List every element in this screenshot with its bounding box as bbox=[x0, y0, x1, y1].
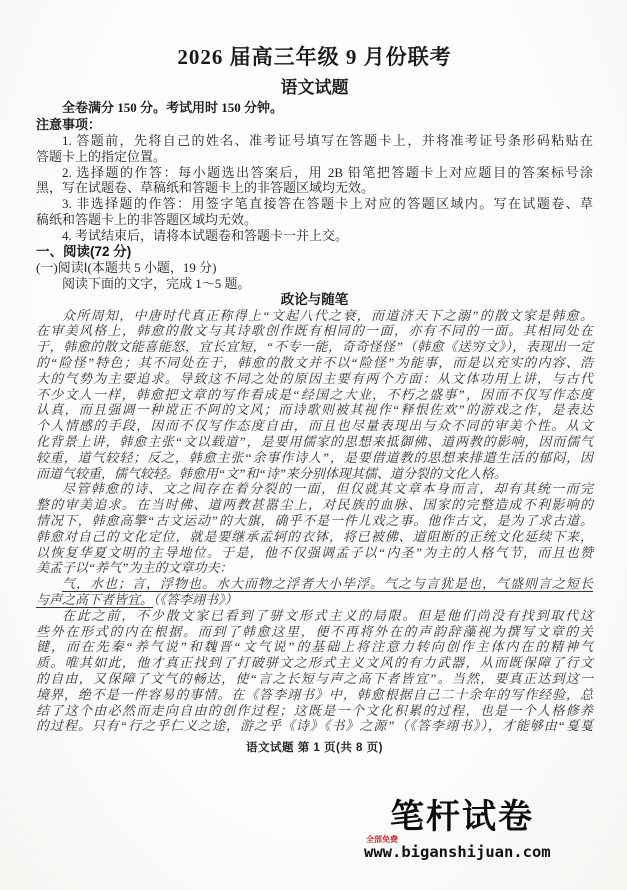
exam-subject: 语文试题 bbox=[280, 78, 349, 97]
text-line: 尽管韩愈的诗、文之间存在着分裂的一面，但仅就其文章本身而言，却有其统一而完 bbox=[62, 481, 593, 497]
text-line: 以恢复华夏文明的主导地位。于是，他不仅强调孟子以“内圣”为主的人格气节，而且也赞 bbox=[36, 544, 593, 560]
text-line: 的自由，又保障了文气的畅达，使“言之长短与声之高下者皆宜”。当然，要真正达到这一 bbox=[36, 670, 593, 686]
section-title-reading: 一、阅读(72 分) bbox=[36, 243, 132, 259]
text-line: 稿纸和答题卡上的非答题区域均无效。 bbox=[36, 211, 258, 227]
text-line: 认真，而且强调一种谠正不阿的文风；而诗歌则被其视作“释恨佐欢”的游戏之作，是表达 bbox=[36, 402, 593, 418]
notice-section bbox=[36, 116, 593, 244]
text-line: 2. 选择题的作答：每小题选出答案后，用 2B 铅笔把答题卡上对应题目的答案标号涂 bbox=[62, 164, 593, 180]
reading-passage bbox=[36, 308, 593, 735]
text-line: 大的气势为主要追求。导致这不同之处的原因主要有两个方面：从文体功用上讲，与古代 bbox=[36, 370, 593, 386]
text-line: 的“险怪”特色；其不同处在于，韩愈的散文并不以“险怪”为能事，而是以充实的内容、浩 bbox=[36, 354, 593, 370]
notice-item-2 bbox=[36, 165, 593, 197]
watermark bbox=[364, 798, 570, 870]
text-line: 于，韩愈的散文能喜能怒，宜长宜短，“不专一能，奇奇怪怪”（韩愈《送穷文》），表现出一定 bbox=[36, 339, 593, 355]
quote-line-2 bbox=[36, 592, 593, 608]
watermark-free-label: 全部免费 bbox=[366, 835, 398, 844]
text-line: 3. 非选择题的作答：用签字笔直接答在答题卡上对应的答题区域内。写在试题卷、草 bbox=[62, 196, 593, 212]
passage-paragraph-2 bbox=[36, 481, 593, 576]
notice-item-4 bbox=[36, 228, 593, 244]
passage-title: 政论与随笔 bbox=[280, 291, 349, 307]
text-line: 些外在形式的内在根据。而到了韩愈这里，便不再将外在的声韵辞藻视为撰写文章的关 bbox=[36, 623, 593, 639]
watermark-brand: 笔杆试卷 bbox=[390, 798, 534, 836]
text-line: 个人情感的手段，因而不仅写作态度自由，而且也尽量表现出与众不同的审美个性。从文 bbox=[36, 418, 593, 434]
notice-item-3 bbox=[36, 196, 593, 228]
text-line: 的过程。只有“行之乎仁义之途，游之乎《诗》《书》之源”（《答李翊书》），才能够由“戛戛 bbox=[36, 718, 593, 734]
text-line: 结了这个由必然而走向自由的创作过程；这既是一个文化积累的过程，也是一个人格修养 bbox=[36, 702, 593, 718]
text-line: 4. 考试结束后，请将本试题卷和答题卡一并上交。 bbox=[62, 227, 349, 243]
notice-item-1 bbox=[36, 133, 593, 165]
text-line: 键，而在先秦“养气说”和魏晋“文气说”的基础上将注意力转向创作主体内在的精神气 bbox=[36, 639, 593, 655]
quote-citation: （《答李翊书》） bbox=[153, 591, 238, 607]
text-line: 众所周知，中唐时代真正称得上“文起八代之衰，而道济天下之溺”的散文家是韩愈。 bbox=[62, 307, 593, 323]
watermark-url: www.biganshijuan.com bbox=[364, 843, 551, 861]
quote-line-1 bbox=[36, 576, 593, 592]
text-line: 韩愈对自己的文化定位，就是要继承孟轲的衣钵，将已被佛、道阻断的正统文化延续下来， bbox=[36, 528, 593, 544]
reading-instruction: 阅读下面的文字，完成 1～5 题。 bbox=[62, 275, 251, 291]
exam-title: 2026 届高三年级 9 月份联考 bbox=[177, 45, 452, 69]
text-line: 而道气较重，儒气较轻。韩愈用“文”和“诗”来分别体现其儒、道分裂的文化人格。 bbox=[36, 465, 507, 481]
text-line: 较重，道气较轻；反之，韩愈主张“余事作诗人”，是要借道教的思想来排遣生活的郁闷，因 bbox=[36, 449, 593, 465]
text-line: 美孟子以“养气”为主的文章功夫： bbox=[36, 560, 233, 576]
page-footer: 语文试题 第 1 页(共 8 页) bbox=[246, 742, 383, 755]
notice-heading: 注意事项： bbox=[36, 117, 102, 132]
text-line: 化背景上讲，韩愈主张“文以载道”，是要用儒家的思想来抵御佛、道两教的影响，因而儒气 bbox=[36, 433, 593, 449]
passage-paragraph-1 bbox=[36, 308, 593, 482]
text-line: 黑，写在试题卷、草稿纸和答题卡上的非答题区域均无效。 bbox=[36, 180, 375, 196]
text-line: 境界，绝不是一件容易的事情。在《答李翊书》中，韩愈根据自己二十余年的写作经验，总 bbox=[36, 686, 593, 702]
text-line: 情况下，韩愈高擎“古文运动”的大旗，确乎不是一件儿戏之事。他作古文，是为了求古道。 bbox=[36, 512, 593, 528]
text-line: 质。唯其如此，他才真正找到了打破骈文之形式主义文风的有力武器，从而既保障了行文 bbox=[36, 655, 593, 671]
text-line: 整的审美追求。在当时佛、道两教甚嚣尘上，对民族的血脉、国家的完整造成不利影响的 bbox=[36, 497, 593, 513]
quote-underlined-text-2: 与声之高下者皆宜。 bbox=[36, 591, 154, 607]
text-line: 答题卡上的指定位置。 bbox=[36, 148, 167, 164]
subsection-title-reading-1: (一)阅读Ⅰ(本题共 5 小题，19 分) bbox=[36, 259, 217, 275]
text-line: 不少文人一样，韩愈把文章的写作看成是“经国之大业，不朽之盛事”，因而不仅写作态度 bbox=[36, 386, 593, 402]
score-duration-line: 全卷满分 150 分。考试用时 150 分钟。 bbox=[62, 100, 284, 115]
passage-quote bbox=[36, 576, 593, 608]
quote-underlined-text-1: 气，水也；言，浮物也。水大而物之浮者大小毕浮。气之与言犹是也，气盛则言之短长 bbox=[62, 576, 593, 592]
passage-paragraph-3 bbox=[36, 608, 593, 734]
text-line: 在此之前，不少散文家已看到了骈文形式主义的局限。但是他们尚没有找到取代这 bbox=[62, 607, 593, 623]
text-line: 1. 答题前，先将自己的姓名、准考证号填写在答题卡上，并将准考证号条形码粘贴在 bbox=[62, 133, 593, 148]
text-line: 在审美风格上，韩愈的散文与其诗歌创作既有相同的一面，亦有不同的一面。其相同处在 bbox=[36, 323, 593, 339]
